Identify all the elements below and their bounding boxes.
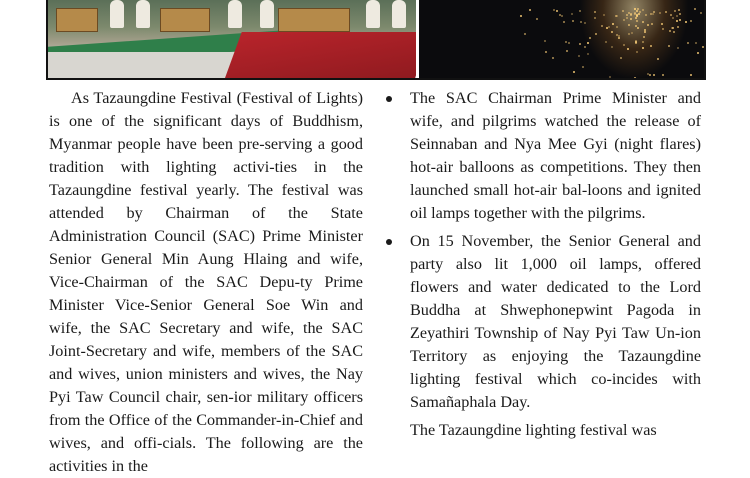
spark-dot <box>545 51 547 53</box>
spark-dot <box>677 47 679 49</box>
spark-dot <box>628 33 630 35</box>
bullet-icon <box>386 96 392 102</box>
spark-dot <box>679 13 681 15</box>
spark-dot <box>677 26 679 28</box>
spark-dot <box>687 42 689 44</box>
spark-dot <box>524 33 526 35</box>
spark-dot <box>520 15 522 17</box>
photo-detail <box>56 8 98 32</box>
spark-dot <box>580 21 582 23</box>
spark-dot <box>536 18 538 20</box>
spark-dot <box>628 12 630 14</box>
right-column <box>385 87 701 442</box>
left-column <box>49 87 363 478</box>
photo-detail <box>260 0 274 28</box>
spark-dot <box>553 9 555 11</box>
spark-dot <box>695 42 697 44</box>
spark-dot <box>685 21 687 23</box>
photo-detail <box>278 8 350 32</box>
photo-strip <box>46 0 706 80</box>
spark-dot <box>616 34 618 36</box>
spark-dot <box>573 71 575 73</box>
spark-dot <box>571 13 573 15</box>
spark-dot <box>556 10 558 12</box>
ceremony-photo <box>48 0 416 78</box>
spark-dot <box>552 57 554 59</box>
photo-detail <box>228 0 242 28</box>
spark-dot <box>630 14 632 16</box>
spark-dot <box>634 8 636 10</box>
spark-dot <box>636 51 638 53</box>
list-item-text: The SAC Chairman Prime Minister and wife, and pilgrims watched the release of Seinnaban and Nya Mee Gyi (night flares) hot-air balloons as competitions. They then launched small hot-air bal-loons and ignited oil lamps together with the pilgrims. <box>410 89 701 222</box>
spark-dot <box>630 18 632 20</box>
spark-dot <box>626 14 628 16</box>
spark-dot <box>649 74 651 76</box>
spark-dot <box>594 17 596 19</box>
spark-dot <box>615 15 617 17</box>
spark-dot <box>643 36 645 38</box>
photo-detail <box>392 0 406 28</box>
photo-detail <box>136 0 150 28</box>
night-flares-photo <box>416 0 704 78</box>
photo-detail <box>366 0 380 28</box>
spark-dot <box>606 27 608 29</box>
spark-dot <box>566 50 568 52</box>
spark-dot <box>674 10 676 12</box>
spark-dot <box>702 46 704 48</box>
list-item <box>385 230 701 414</box>
photo-detail <box>110 0 124 28</box>
bullet-icon <box>386 239 392 245</box>
spark-dot <box>620 57 622 59</box>
spark-dot <box>694 8 696 10</box>
intro-paragraph: As Tazaungdine Festival (Festival of Lights) is one of the significant days of Buddhism, Myanmar people have been pre-serving a good tradition with lighting activi-ties in the Tazaungdine festival yearly. The festival was attended by Chairman of the State Administration Council (SAC) Prime Minister Senior General Min Aung Hlaing and wife, Vice-Chairman of the SAC Depu-ty Prime Minister Vice-Senior General Soe Win and wife, the SAC Secretary and wife, the SAC Joint-Secretary and wife, members of the SAC and wives, union ministers and wives, the Nay Pyi Taw Council chair, sen-ior military officers from the Office of the Commander-in-Chief and wives, and offi-cials. The following are the activities in the <box>49 89 363 475</box>
spark-dot <box>636 10 638 12</box>
photo-detail <box>160 8 210 32</box>
spark-dot <box>572 20 574 22</box>
spark-dot <box>668 45 670 47</box>
spark-dot <box>635 42 637 44</box>
spark-dot <box>700 12 702 14</box>
spark-dot <box>657 58 659 60</box>
spark-dot <box>690 74 692 76</box>
spark-dot <box>697 52 699 54</box>
spark-dot <box>672 17 674 19</box>
photo-detail <box>224 32 416 78</box>
spark-dot <box>568 42 570 44</box>
spark-dot <box>636 14 638 16</box>
spark-dot <box>631 32 633 34</box>
activity-list <box>385 87 701 414</box>
spark-dot <box>561 15 563 17</box>
spark-dot <box>565 41 567 43</box>
spark-dot <box>690 20 692 22</box>
spark-dot <box>605 41 607 43</box>
list-item <box>385 87 701 225</box>
spark-dot <box>579 43 581 45</box>
spark-dot <box>612 23 614 25</box>
spark-dot <box>623 19 625 21</box>
spark-dot <box>671 27 673 29</box>
trailing-paragraph: The Tazaungdine lighting festival was <box>410 421 657 439</box>
list-item-text: On 15 November, the Senior General and party also lit 1,000 oil lamps, offered flowers and water dedicated to the Lord Buddha at Shwephonepwint Pagoda in Zeyathiri Township of Nay Pyi Taw Un-ion Territory as enjoying the Tazaungdine lighting festival which co-incides with Samañaphala Day. <box>410 232 701 411</box>
spark-dot <box>642 21 644 23</box>
spark-dot <box>669 30 671 32</box>
spark-dot <box>639 11 641 13</box>
spark-dot <box>563 21 565 23</box>
spark-dot <box>642 47 644 49</box>
spark-dot <box>544 40 546 42</box>
spark-dot <box>529 9 531 11</box>
spark-dot <box>650 45 652 47</box>
spark-dot <box>679 19 681 21</box>
spark-dot <box>579 10 581 12</box>
spark-dot <box>589 37 591 39</box>
